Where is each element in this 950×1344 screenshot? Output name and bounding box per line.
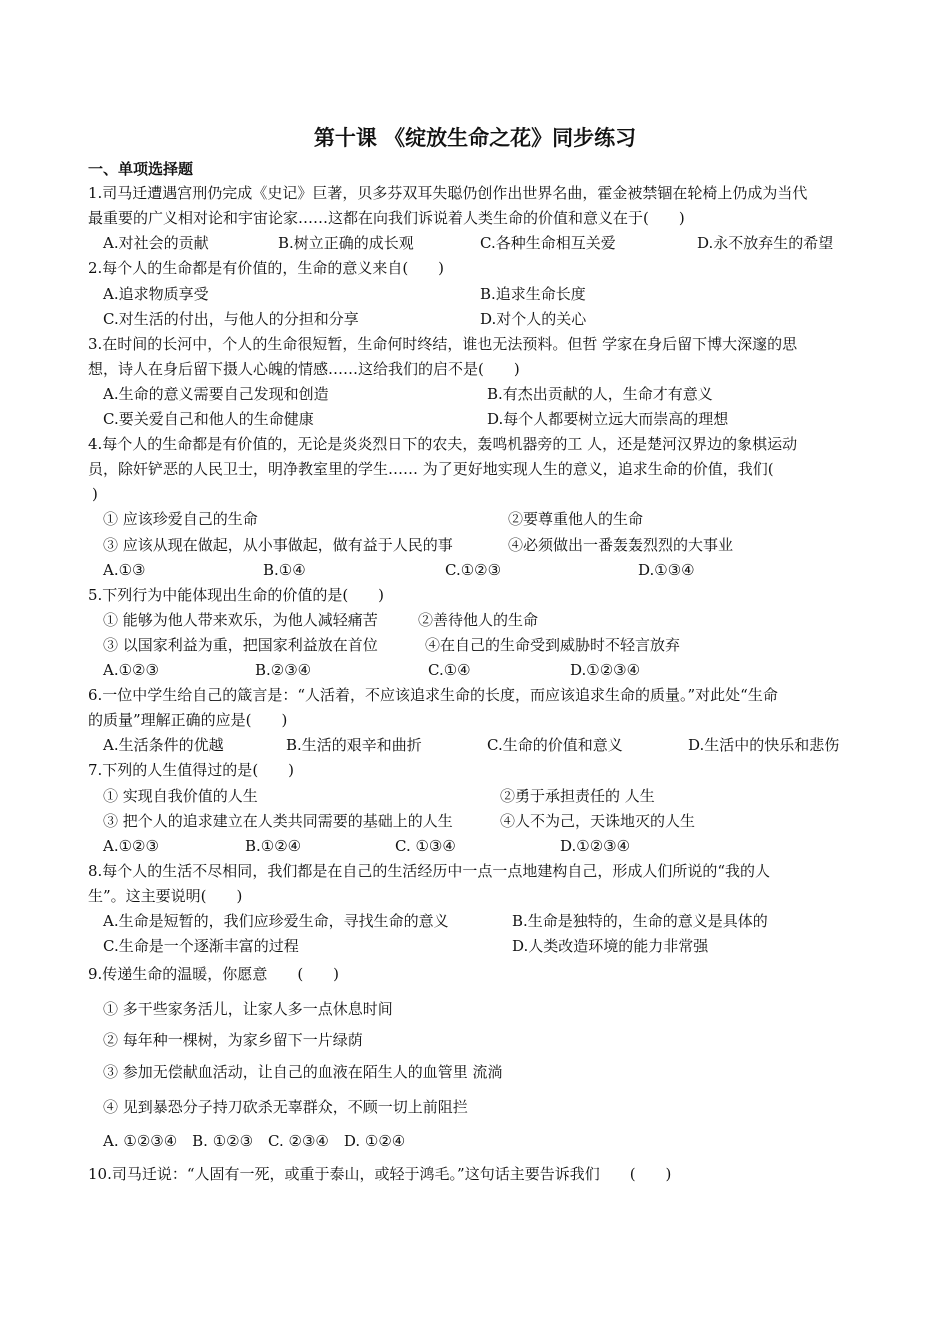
q5-item-3: ③ 以国家利益为重，把国家利益放在首位 [103, 636, 378, 654]
q5-option-c: C.①④ [428, 661, 471, 679]
q9-item-4: ④ 见到暴恐分子持刀砍杀无辜群众，不顾一切上前阻拦 [103, 1098, 468, 1116]
q8-option-b: B.生命是独特的，生命的意义是具体的 [512, 912, 768, 930]
q9-item-1: ① 多干些家务活儿，让家人多一点休息时间 [103, 1000, 393, 1018]
q3-option-d: D.每个人都要树立远大而崇高的理想 [487, 410, 729, 428]
q1-option-b: B.树立正确的成长观 [278, 234, 414, 252]
q10-line1: 10.司马迁说：“人固有一死，或重于泰山，或轻于鸿毛。”这句话主要告诉我们 ( ) [88, 1165, 672, 1183]
q9-item-2: ② 每年种一棵树，为家乡留下一片绿荫 [103, 1031, 363, 1049]
q6-line1: 6.一位中学生给自己的箴言是：“人活着，不应该追求生命的长度，而应该追求生命的质量。”对此处“生命 [88, 686, 778, 704]
q5-line1: 5.下列行为中能体现出生命的价值的是( ) [88, 586, 385, 604]
q7-option-d: D.①②③④ [560, 837, 631, 855]
q7-item-3: ③ 把个人的追求建立在人类共同需要的基础上的人生 [103, 812, 453, 830]
q1-option-a: A.对社会的贡献 [103, 234, 209, 252]
q4-option-a: A.①③ [103, 561, 146, 579]
q7-item-1: ① 实现自我价值的人生 [103, 787, 258, 805]
q2-option-d: D.对个人的关心 [480, 310, 587, 328]
section-heading: 一、单项选择题 [88, 160, 194, 178]
q3-line1: 3.在时间的长河中，个人的生命很短暂，生命何时终结，谁也无法预料。但哲 学家在身后留下博大深邃的思 [88, 335, 798, 353]
q1-line2: 最重要的广义相对论和宇宙论家……这都在向我们诉说着人类生命的价值和意义在于( ) [88, 209, 685, 227]
q5-item-4: ④在自己的生命受到威胁时不轻言放弃 [425, 636, 681, 654]
q1-option-c: C.各种生命相互关爱 [480, 234, 616, 252]
q5-option-a: A.①②③ [103, 661, 159, 679]
q5-option-d: D.①②③④ [570, 661, 641, 679]
q5-item-2: ②善待他人的生命 [418, 611, 539, 629]
q4-line1: 4.每个人的生命都是有价值的，无论是炎炎烈日下的农夫，轰鸣机器旁的工 人，还是楚河汉界边的象棋运动 [88, 435, 798, 453]
q8-line1: 8.每个人的生活不尽相同，我们都是在自己的生活经历中一点一点地建构自己，形成人们所说的“我的人 [88, 862, 770, 880]
q1-line1: 1.司马迁遭遇宫刑仍完成《史记》巨著，贝多芬双耳失聪仍创作出世界名曲，霍金被禁锢在轮椅上仍成为当代 [88, 184, 808, 202]
q8-option-a: A.生命是短暂的，我们应珍爱生命，寻找生命的意义 [103, 912, 449, 930]
q3-option-c: C.要关爱自己和他人的生命健康 [103, 410, 314, 428]
q2-option-a: A.追求物质享受 [103, 285, 209, 303]
q7-option-c: C. ①③④ [395, 837, 456, 855]
q4-option-b: B.①④ [263, 561, 306, 579]
q2-option-c: C.对生活的付出，与他人的分担和分享 [103, 310, 359, 328]
q2-option-b: B.追求生命长度 [480, 285, 586, 303]
q8-option-d: D.人类改造环境的能力非常强 [512, 937, 709, 955]
q4-item-1: ① 应该珍爱自己的生命 [103, 510, 258, 528]
q6-option-b: B.生活的艰辛和曲折 [286, 736, 422, 754]
q9-line1: 9.传递生命的温暖，你愿意 ( ) [88, 965, 340, 983]
q5-item-1: ① 能够为他人带来欢乐，为他人减轻痛苦 [103, 611, 378, 629]
q6-line2: 的质量”理解正确的应是( ) [88, 711, 288, 729]
q6-option-a: A.生活条件的优越 [103, 736, 224, 754]
q9-options: A. ①②③④ B. ①②③ C. ②③④ D. ①②④ [103, 1132, 406, 1150]
q3-option-b: B.有杰出贡献的人，生命才有意义 [487, 385, 713, 403]
q8-line2: 生”。这主要说明( ) [88, 887, 243, 905]
q1-option-d: D.永不放弃生的希望 [697, 234, 834, 252]
page-title: 第十课 《绽放生命之花》同步练习 [313, 126, 637, 150]
q4-option-d: D.①③④ [638, 561, 695, 579]
q3-line2: 想，诗人在身后留下摄人心魄的情感……这给我们的启不是( ) [88, 360, 520, 378]
q7-line1: 7.下列的人生值得过的是( ) [88, 761, 295, 779]
q5-option-b: B.②③④ [255, 661, 312, 679]
q4-item-3: ③ 应该从现在做起，从小事做起，做有益于人民的事 [103, 536, 453, 554]
q4-line3: ) [92, 485, 98, 503]
q7-option-a: A.①②③ [103, 837, 159, 855]
q3-option-a: A.生命的意义需要自己发现和创造 [103, 385, 329, 403]
q8-option-c: C.生命是一个逐渐丰富的过程 [103, 937, 299, 955]
q6-option-d: D.生活中的快乐和悲伤 [688, 736, 840, 754]
q7-item-2: ②勇于承担责任的 人生 [500, 787, 655, 805]
q2-line1: 2.每个人的生命都是有价值的，生命的意义来自( ) [88, 259, 445, 277]
q7-option-b: B.①②④ [245, 837, 302, 855]
q4-line2: 员，除奸铲恶的人民卫士，明净教室里的学生…… 为了更好地实现人生的意义，追求生命的价值，我们( [88, 460, 774, 478]
q4-option-c: C.①②③ [445, 561, 502, 579]
q9-item-3: ③ 参加无偿献血活动，让自己的血液在陌生人的血管里 流淌 [103, 1063, 503, 1081]
q7-item-4: ④人不为己，天诛地灭的人生 [500, 812, 696, 830]
q6-option-c: C.生命的价值和意义 [487, 736, 623, 754]
q4-item-2: ②要尊重他人的生命 [508, 510, 644, 528]
q4-item-4: ④必须做出一番轰轰烈烈的大事业 [508, 536, 734, 554]
